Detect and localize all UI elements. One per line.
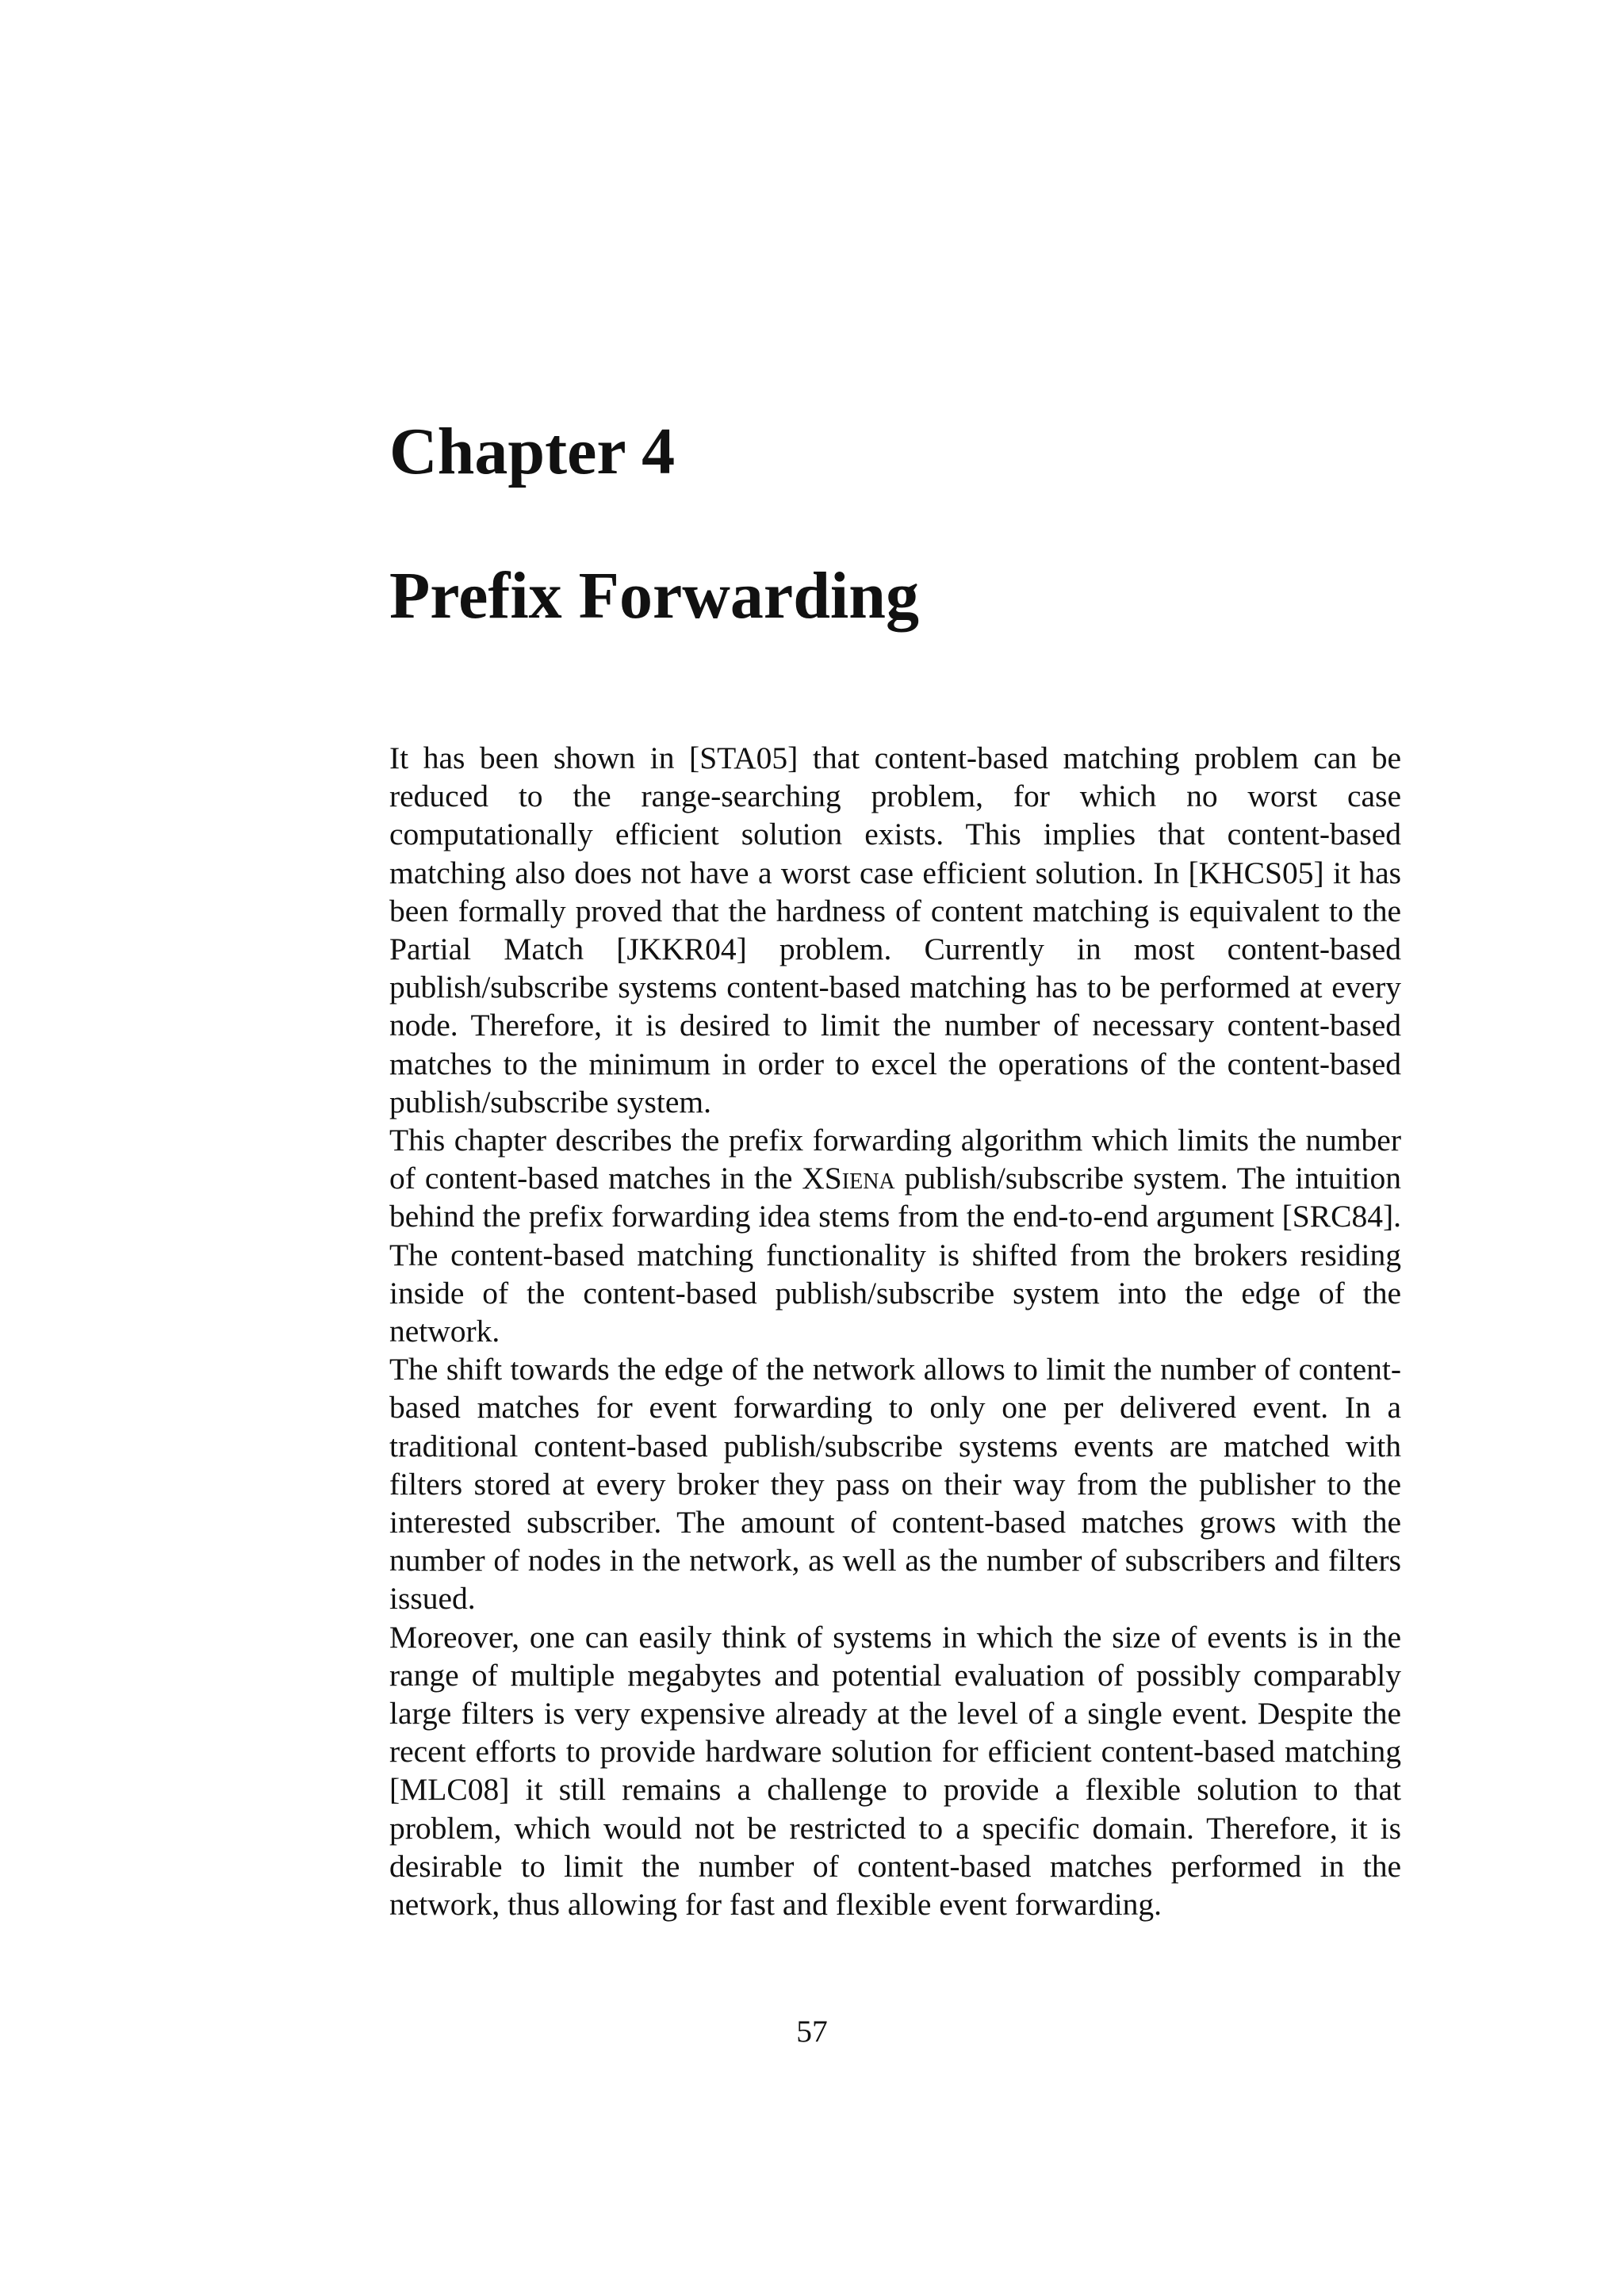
paragraph-3 [389,1350,1401,1617]
paragraph-1 [389,739,1401,1121]
paragraph-2 [389,1121,1401,1350]
chapter-title: Prefix Forwarding [389,559,919,633]
paragraph-4 [389,1618,1401,1924]
system-name-xsiena: XSiena [802,1161,895,1196]
paragraph-3-text: The shift towards the edge of the network allows to limit the number of content-based matches for event forwarding to only one per delivered event. In a traditional content-based publish/subscribe systems events are matched with filters stored at every broker they pass on their way from the publisher to the interested subscriber. The amount of content-based matches grows with the number of nodes in the network, as well as the number of subscribers and filters issued. [389,1352,1401,1617]
paragraph-2-text-b: publish/subscribe system. The intuition behind the prefix forwarding idea stems from the end-to-end argument [SRC84]. The content-based matching functionality is shifted from the brokers residing inside of the content-based publish/subscribe system into the edge of the network. [389,1161,1401,1349]
paragraph-2-text-a: This chapter describes the prefix forwarding algorithm which limits the number of content-based matches in the [389,1123,1401,1196]
paragraph-4-text: Moreover, one can easily think of systems in which the size of events is in the range of multiple megabytes and potential evaluation of possibly comparably large filters is very expensive already at the level of a single event. Despite the recent efforts to provide hardware solution for efficient content-based matching [MLC08] it still remains a challenge to provide a flexible solution to that problem, which would not be restricted to a specific domain. Therefore, it is desirable to limit the number of content-based matches performed in the network, thus allowing for fast and flexible event forwarding. [389,1619,1401,1923]
chapter-body [389,739,1401,1923]
paragraph-1-text: It has been shown in [STA05] that content-based matching problem can be reduced to the range-searching problem, for which no worst case computationally efficient solution exists. This implies that content-based matching also does not have a worst case efficient solution. In [KHCS05] it has been formally proved that the hardness of content matching is equivalent to the Partial Match [JKKR04] problem. Currently in most content-based publish/subscribe systems content-based matching has to be performed at every node. Therefore, it is desired to limit the number of necessary content-based matches to the minimum in order to excel the operations of the content-based publish/subscribe system. [389,740,1401,1119]
page-number: 57 [796,2014,828,2049]
chapter-number: Chapter 4 [389,415,676,488]
